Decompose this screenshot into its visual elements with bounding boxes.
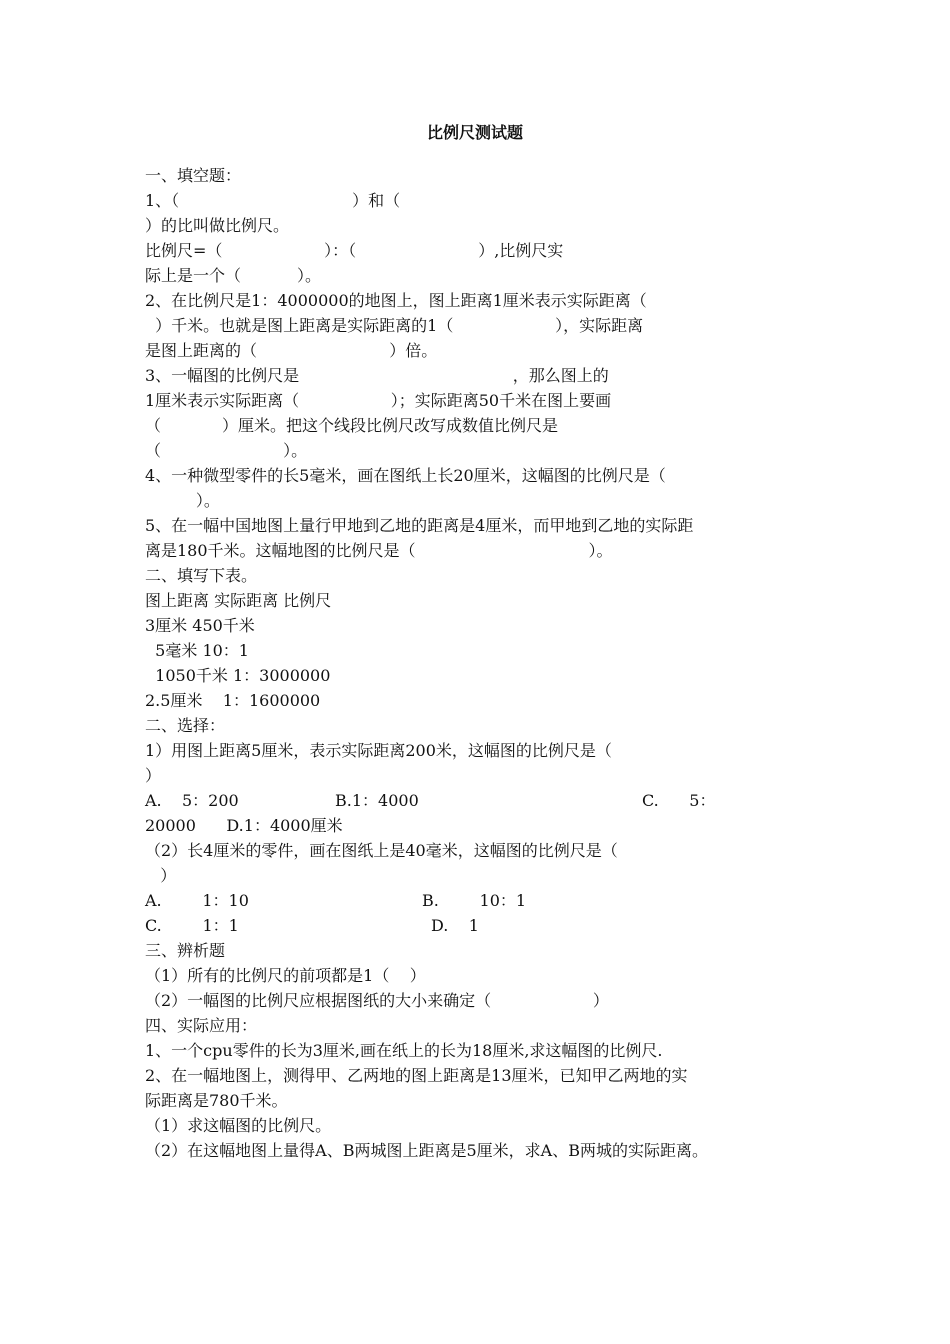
text-line: A. 1：10 <box>145 891 249 910</box>
text-line: C. 5： <box>642 791 716 810</box>
text-line: 图上距离 实际距离 比例尺 <box>145 591 332 610</box>
text-line: （1）所有的比例尺的前项都是1（ ） <box>145 966 426 985</box>
text-line: 二、选择： <box>145 716 226 735</box>
text-line: 四、实际应用： <box>145 1016 258 1035</box>
text-line: 比例尺=（ ）：（ ）,比例尺实 <box>145 241 564 260</box>
text-line: 1厘米表示实际距离（ ）；实际距离50千米在图上要画 <box>145 391 612 410</box>
text-line: ） <box>145 766 162 785</box>
text-line: 1、一个cpu零件的长为3厘米,画在纸上的长为18厘米,求这幅图的比例尺. <box>145 1041 663 1060</box>
text-line: 3厘米 450千米 <box>145 616 255 635</box>
text-line: A. 5：200 <box>145 791 239 810</box>
text-line: ）。 <box>145 491 220 510</box>
text-line: B.1：4000 <box>335 791 419 810</box>
text-line: （2）长4厘米的零件，画在图纸上是40毫米，这幅图的比例尺是（ <box>145 841 618 860</box>
text-line: ）的比叫做比例尺。 <box>145 216 290 235</box>
text-line: 1、（ ）和（ <box>145 191 401 210</box>
text-line: 二、填写下表。 <box>145 566 258 585</box>
text-line: 1050千米 1：3000000 <box>145 666 331 685</box>
text-line: ）千米。也就是图上距离是实际距离的1（ ），实际距离 <box>145 316 644 335</box>
text-line: ） <box>145 866 177 885</box>
text-line: （ ）厘米。把这个线段比例尺改写成数值比例尺是 <box>145 416 559 435</box>
text-line: C. 1：1 <box>145 916 239 935</box>
text-line: 2.5厘米 1：1600000 <box>145 691 321 710</box>
text-line: 离是180千米。这幅地图的比例尺是（ ）。 <box>145 541 613 560</box>
text-line: 3、一幅图的比例尺是 ，那么图上的 <box>145 366 609 385</box>
text-line: 2、在一幅地图上，测得甲、乙两地的图上距离是13厘米，已知甲乙两地的实 <box>145 1066 688 1085</box>
text-line: （2）在这幅地图上量得A、B两城图上距离是5厘米，求A、B两城的实际距离。 <box>145 1141 708 1160</box>
text-line: 5毫米 10：1 <box>145 641 249 660</box>
text-line: 一、填空题： <box>145 166 242 185</box>
text-line: B. 10：1 <box>422 891 527 910</box>
text-line: （ ）。 <box>145 441 308 460</box>
text-line: 2、在比例尺是1：4000000的地图上，图上距离1厘米表示实际距离（ <box>145 291 647 310</box>
text-line: 5、在一幅中国地图上量行甲地到乙地的距离是4厘米，而甲地到乙地的实际距 <box>145 516 694 535</box>
text-line: 际距离是780千米。 <box>145 1091 288 1110</box>
text-line: D. 1 <box>431 916 479 935</box>
text-line: 三、辨析题 <box>145 941 226 960</box>
page-title: 比例尺测试题 <box>426 123 523 142</box>
text-line: （1）求这幅图的比例尺。 <box>145 1116 332 1135</box>
text-line: 4、一种微型零件的长5毫米，画在图纸上长20厘米，这幅图的比例尺是（ <box>145 466 666 485</box>
text-line: （2）一幅图的比例尺应根据图纸的大小来确定（ ） <box>145 991 609 1010</box>
text-line: 20000 D.1：4000厘米 <box>145 816 343 835</box>
text-line: 际上是一个（ ）。 <box>145 266 321 285</box>
text-line: 1）用图上距离5厘米，表示实际距离200米，这幅图的比例尺是（ <box>145 741 612 760</box>
text-line: 是图上距离的（ ）倍。 <box>145 341 438 360</box>
